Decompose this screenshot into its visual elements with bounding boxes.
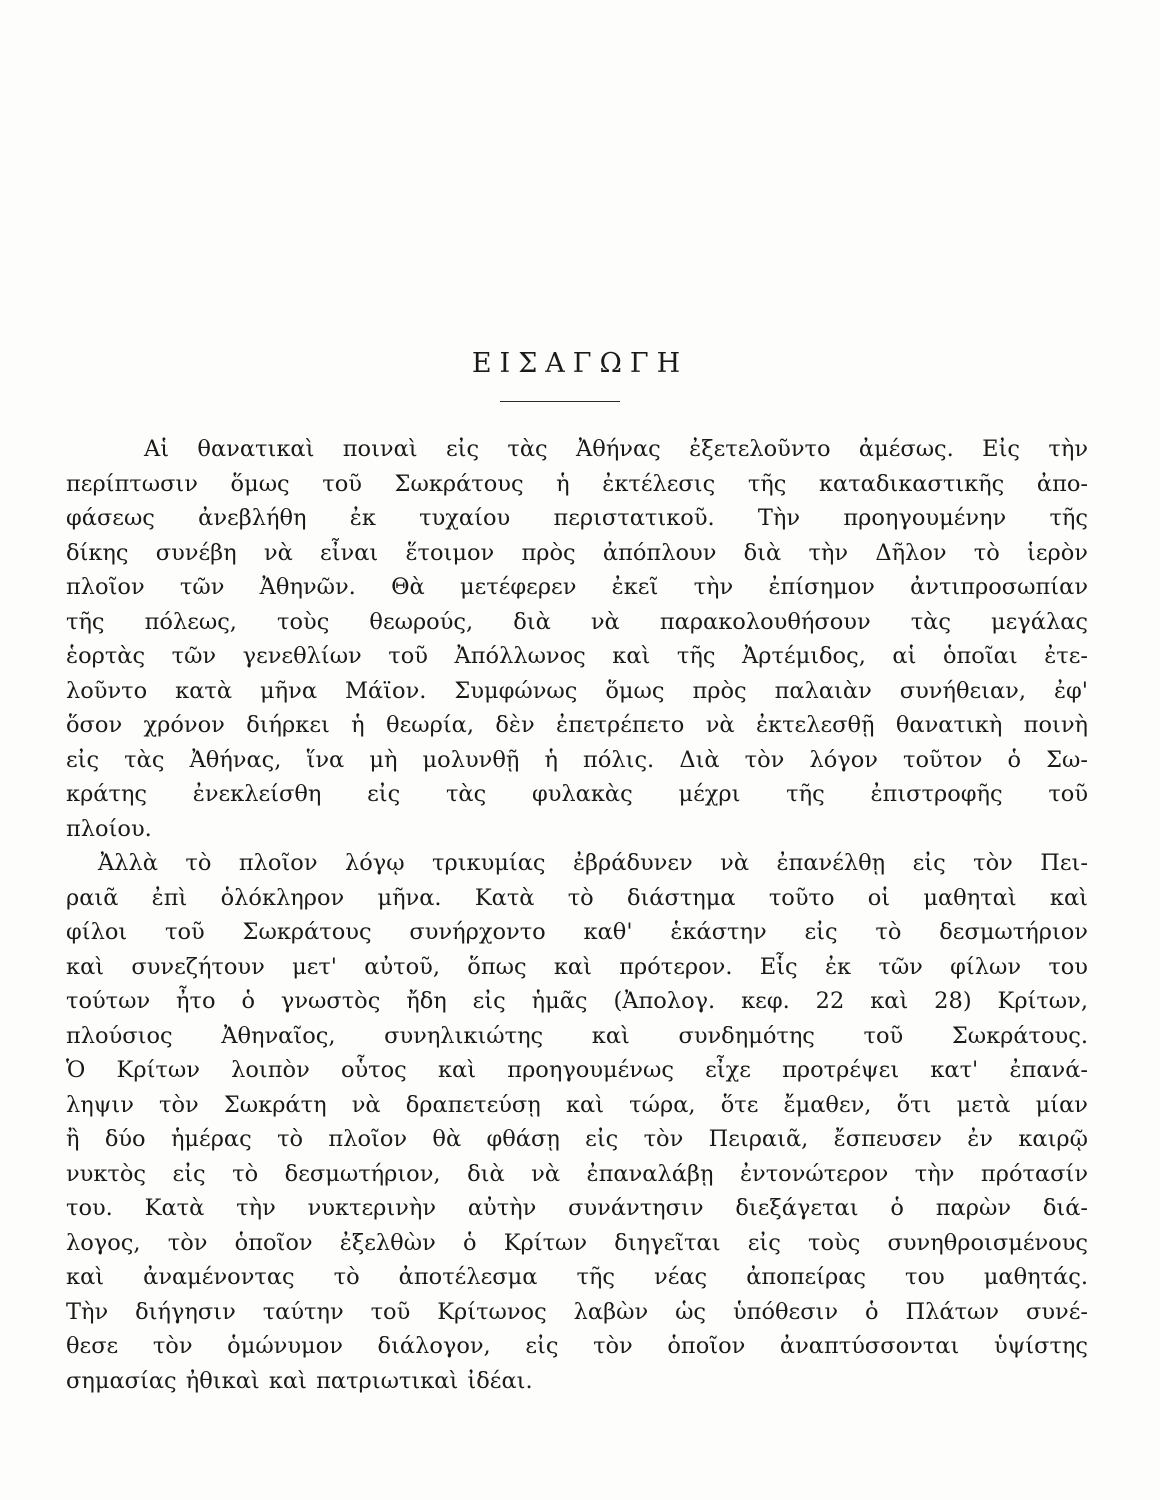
paragraph-2: [66, 846, 1088, 1398]
text-line: πλοῖον τῶν Ἀθηνῶν. Θὰ μετέφερεν ἐκεῖ τὴν ἐπίσημον ἀντιπροσωπίαν: [66, 574, 1088, 600]
text-line: δίκης συνέβη νὰ εἶναι ἕτοιμον πρὸς ἀπόπλουν διὰ τὴν Δῆλον τὸ ἱερὸν: [66, 539, 1088, 566]
paragraph-1: [66, 432, 1088, 846]
text-line: εἰς τὰς Ἀθήνας, ἵνα μὴ μολυνθῇ ἡ πόλις. Διὰ τὸν λόγον τοῦτον ὁ Σω-: [66, 746, 1088, 773]
text-line: καὶ συνεζήτουν μετ' αὐτοῦ, ὅπως καὶ πρότερον. Εἷς ἐκ τῶν φίλων του: [66, 953, 1088, 980]
text-line: πλούσιος Ἀθηναῖος, συνηλικιώτης καὶ συνδημότης τοῦ Σωκράτους.: [66, 1022, 1088, 1049]
text-line: σημασίας ἠθικαὶ καὶ πατριωτικαὶ ἰδέαι.: [66, 1367, 533, 1394]
text-line: φίλοι τοῦ Σωκράτους συνήρχοντο καθ' ἑκάστην εἰς τὸ δεσμωτήριον: [66, 919, 1088, 945]
text-line: τούτων ἦτο ὁ γνωστὸς ἤδη εἰς ἡμᾶς (Ἀπολογ. κεφ. 22 καὶ 28) Κρίτων,: [66, 988, 1088, 1014]
text-line: ὅσον χρόνον διήρκει ἡ θεωρία, δὲν ἐπετρέπετο νὰ ἐκτελεσθῇ θανατικὴ ποινὴ: [66, 712, 1088, 738]
text-line: Ἀλλὰ τὸ πλοῖον λόγῳ τρικυμίας ἐβράδυνεν νὰ ἐπανέλθῃ εἰς τὸν Πει-: [98, 850, 1088, 876]
text-line: τῆς πόλεως, τοὺς θεωρούς, διὰ νὰ παρακολουθήσουν τὰς μεγάλας: [66, 608, 1088, 635]
text-line: φάσεως ἀνεβλήθη ἐκ τυχαίου περιστατικοῦ. Τὴν προηγουμένην τῆς: [66, 505, 1088, 531]
text-line: Τὴν διήγησιν ταύτην τοῦ Κρίτωνος λαβὼν ὡς ὑπόθεσιν ὁ Πλάτων συνέ-: [66, 1298, 1088, 1325]
text-line: του. Κατὰ τὴν νυκτερινὴν αὐτὴν συνάντησιν διεξάγεται ὁ παρὼν διά-: [66, 1195, 1088, 1221]
text-line: ληψιν τὸν Σωκράτη νὰ δραπετεύσῃ καὶ τώρα, ὅτε ἔμαθεν, ὅτι μετὰ μίαν: [66, 1091, 1088, 1118]
body-text: [66, 432, 1088, 1398]
text-line: ραιᾶ ἐπὶ ὁλόκληρον μῆνα. Κατὰ τὸ διάστημα τοῦτο οἱ μαθηταὶ καὶ: [66, 884, 1088, 911]
text-line: καὶ ἀναμένοντας τὸ ἀποτέλεσμα τῆς νέας ἀποπείρας του μαθητάς.: [66, 1264, 1088, 1290]
text-line: νυκτὸς εἰς τὸ δεσμωτήριον, διὰ νὰ ἐπαναλάβῃ ἐντονώτερον τὴν πρότασίν: [66, 1160, 1088, 1187]
title-rule: [500, 401, 620, 402]
text-line: κράτης ἐνεκλείσθη εἰς τὰς φυλακὰς μέχρι τῆς ἐπιστροφῆς τοῦ: [66, 781, 1088, 807]
text-line: Ὁ Κρίτων λοιπὸν οὗτος καὶ προηγουμένως εἶχε προτρέψει κατ' ἐπανά-: [66, 1057, 1088, 1083]
text-line: θεσε τὸν ὁμώνυμον διάλογον, εἰς τὸν ὁποῖον ἀναπτύσσονται ὑψίστης: [66, 1333, 1088, 1359]
text-line: λογος, τὸν ὁποῖον ἐξελθὼν ὁ Κρίτων διηγεῖται εἰς τοὺς συνηθροισμένους: [66, 1229, 1088, 1256]
text-line: λοῦντο κατὰ μῆνα Μάϊον. Συμφώνως ὅμως πρὸς παλαιὰν συνήθειαν, ἐφ': [66, 677, 1088, 704]
text-line: ἑορτὰς τῶν γενεθλίων τοῦ Ἀπόλλωνος καὶ τῆς Ἀρτέμιδος, αἱ ὁποῖαι ἐτε-: [66, 643, 1088, 669]
text-line: πλοίου.: [66, 815, 152, 842]
text-line: Αἱ θανατικαὶ ποιναὶ εἰς τὰς Ἀθήνας ἐξετελοῦντο ἀμέσως. Εἰς τὴν: [144, 436, 1088, 462]
text-line: περίπτωσιν ὅμως τοῦ Σωκράτους ἡ ἐκτέλεσις τῆς καταδικαστικῆς ἀπο-: [66, 470, 1088, 497]
text-line: ἢ δύο ἡμέρας τὸ πλοῖον θὰ φθάσῃ εἰς τὸν Πειραιᾶ, ἔσπευσεν ἐν καιρῷ: [66, 1126, 1088, 1152]
chapter-title: ΕΙΣΑΓΩΓΗ: [471, 348, 689, 379]
